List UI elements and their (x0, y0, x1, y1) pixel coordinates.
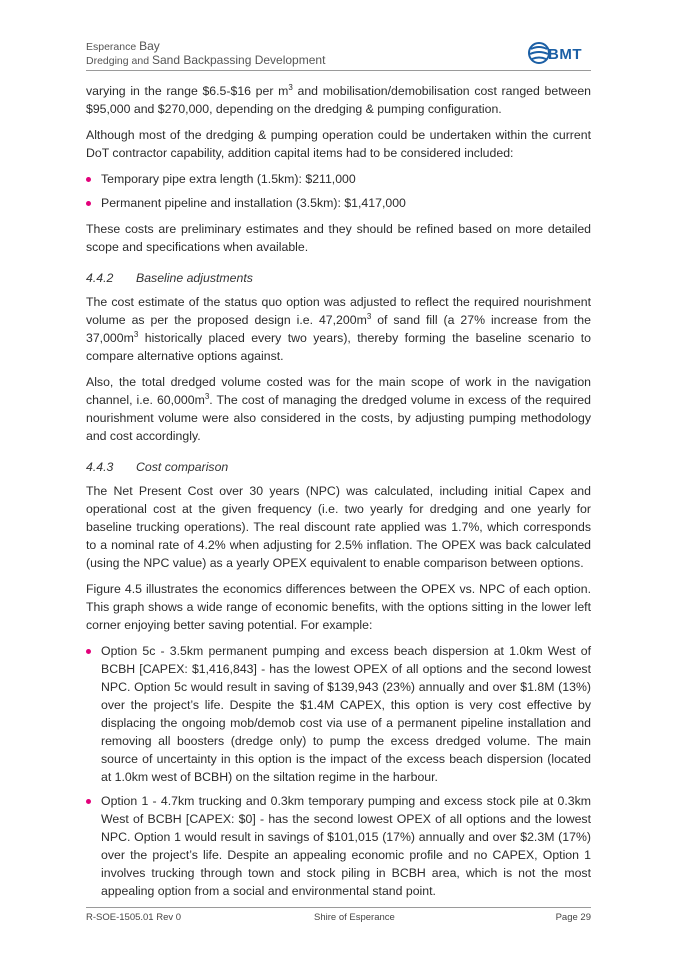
header-project-line: Esperance Bay (86, 39, 160, 53)
header-rule (86, 70, 591, 71)
list-item: Temporary pipe extra length (1.5km): $211,000 (86, 170, 591, 188)
page-number: Page 29 (555, 912, 591, 923)
list-item: Option 1 - 4.7km trucking and 0.3km temporary pumping and excess stock pile at 0.3km West of BCBH [CAPEX: $0] - has the second lowest OPEX of all options and the lowest NPC. Option 1 would result in savings of $101,015 (17%) annually and over $2.3M (17%) over the project’s life. Despite an appealing economic profile and no CAPEX, Option 1 involves trucking through town and stock piling in BCBH area, which is not the most appealing option from a social and environmental stand point. (86, 792, 591, 900)
paragraph-preliminary-estimates: These costs are preliminary estimates and they should be refined based on more detailed scope and specifications when available. (86, 222, 591, 254)
header-subtitle-line: Dredging and Sand Backpassing Development (86, 53, 326, 67)
option-examples-list (86, 642, 591, 900)
report-number: R-SOE-1505.01 Rev 0 (86, 912, 182, 923)
paragraph-dredged-volume: Also, the total dredged volume costed was for the main scope of work in the navigation channel, i.e. $60,000m^3$. The cost of managing the dredged volume in excess of the required nourishment volume were also considered in the costs, by adjusting pumping methodology and cost accordingly. (86, 375, 591, 443)
paragraph-baseline-status-quo: The cost estimate of the status quo option was adjusted to reflect the required nourishment volume as per the proposed design i.e. $47,200m^3$ of sand fill (a 27% increase from the $37,000m^3$ historically placed every two years), thereby forming the baseline scenario to compare alternative options against. (86, 295, 591, 363)
section-heading-4-4-3: 4.4.3 Cost comparison (86, 460, 229, 474)
list-item: Option 5c - 3.5km permanent pumping and excess beach dispersion at 1.0km West of BCBH [CAPEX: $1,416,843] - has the lowest OPEX of all options and the second lowest NPC. Option 5c would result in saving of $139,943 (23%) annually and over $1.8M (13%) over the project’s life. Despite the $1.4M CAPEX, this option is very cost effective by displacing the ongoing mob/demob cost via use of a permanent pipeline installation and removing all boosters (dredge only) to pump the excess dredged volume. The main source of uncertainty in this option is the impact of the excess beach dispersion (located at 1.0km west of BCBH) on the siltation regime in the harbour. (86, 642, 591, 786)
paragraph-figure-reference: Figure 4.5 illustrates the economics differences between the OPEX vs. NPC of each option. This graph shows a wide range of economic benefits, with the options sitting in the lower left corner enjoying better saving potential. For example: (86, 582, 591, 632)
paragraph-npc-method: The Net Present Cost over 30 years (NPC) was calculated, including initial Capex and operational cost at the given frequency (i.e. two yearly for dredging and one yearly for baseline trucking operations). The real discount rate applied was 1.7%, which corresponds to a nominal rate of 4.2% when adjusting for 2.5% inflation. The OPEX was back calculated (using the NPC value) as a yearly OPEX equivalent to enable comparison between options. (86, 484, 591, 570)
list-item: Permanent pipeline and installation (3.5km): $1,417,000 (86, 194, 591, 212)
paragraph-cost-range: varying in the range $6.5-$16 per $m^3$ and mobilisation/demobilisation cost ranged between $95,000 and $270,000, depending on the dredging & pumping configuration. (86, 82, 592, 116)
paragraph-capital-items-intro: Although most of the dredging & pumping operation could be undertaken within the current DoT contractor capability, addition capital items had to be considered included: (86, 128, 591, 160)
capital-items-list (86, 170, 591, 212)
section-heading-4-4-2: 4.4.2 Baseline adjustments (86, 271, 253, 285)
bullet-icon (86, 201, 91, 206)
bmt-logo: BMT (527, 40, 591, 68)
bullet-icon (86, 799, 91, 804)
client-name: Shire of Esperance (314, 912, 395, 923)
bullet-icon (86, 649, 91, 654)
page-header (86, 40, 591, 68)
bullet-icon (86, 177, 91, 182)
page-body (86, 82, 591, 908)
footer-rule (86, 907, 591, 908)
